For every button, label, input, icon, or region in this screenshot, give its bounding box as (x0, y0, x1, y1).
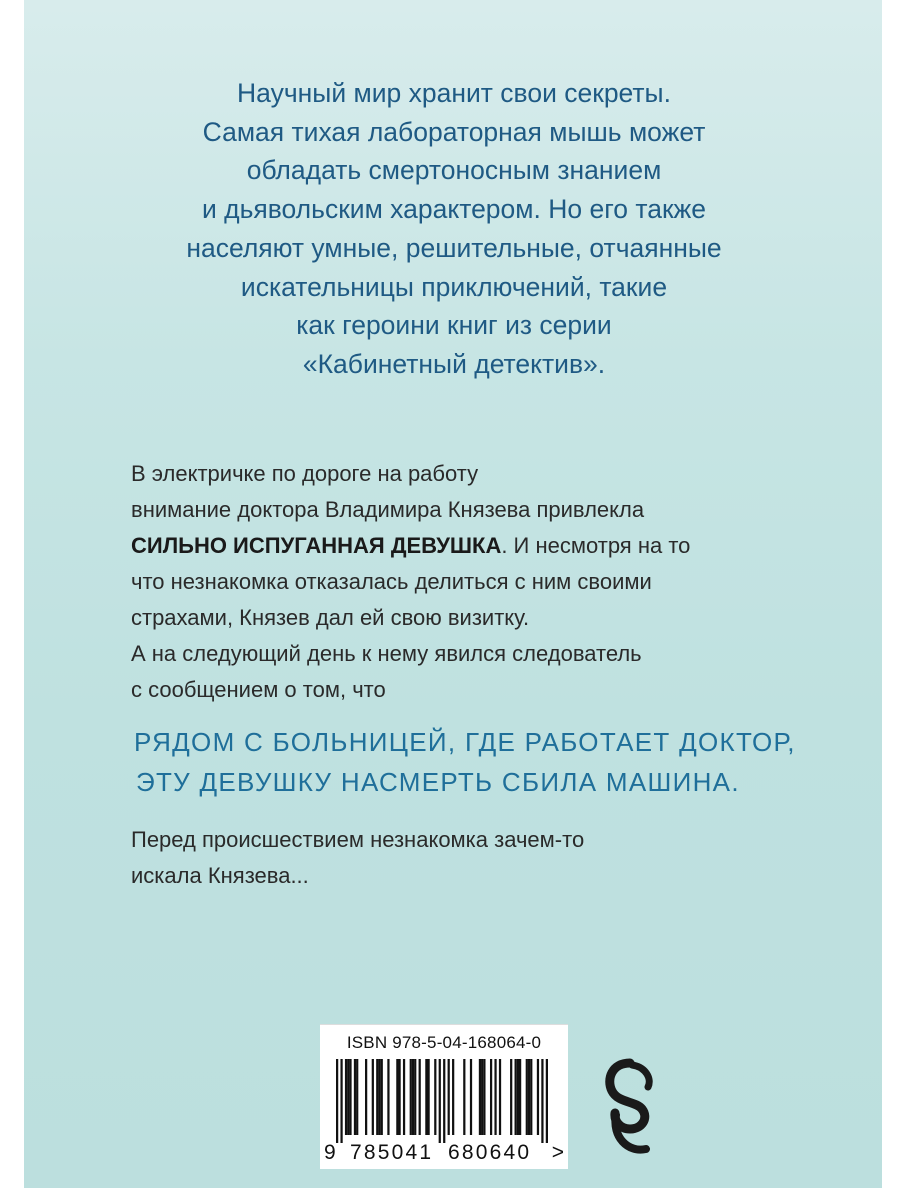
barcode-bar (419, 1059, 421, 1135)
isbn-barcode (320, 1024, 568, 1169)
highlight-line: РЯДОМ С БОЛЬНИЦЕЙ, ГДЕ РАБОТАЕТ ДОКТОР, (134, 727, 796, 757)
synopsis-line: внимание доктора Владимира Князева привлекла (131, 497, 645, 522)
barcode-bar (396, 1059, 398, 1135)
barcode-bar (410, 1059, 412, 1135)
barcode-bar (378, 1059, 380, 1135)
highlight-statement (134, 722, 834, 802)
barcode-bar (537, 1059, 539, 1135)
barcode-bars (336, 1059, 548, 1143)
intro-line: Научный мир хранит свои секреты. (237, 78, 671, 108)
barcode-bar (425, 1059, 427, 1135)
barcode-bar (470, 1059, 472, 1135)
book-back-cover (24, 0, 882, 1188)
barcode-bar (481, 1059, 483, 1135)
barcode-bar (434, 1059, 436, 1135)
barcode-bar (490, 1059, 492, 1135)
barcode-bar (541, 1059, 543, 1143)
barcode-bar (398, 1059, 400, 1135)
barcode-bar (515, 1059, 517, 1135)
barcode-bar (443, 1059, 445, 1143)
barcode-bar (526, 1059, 528, 1135)
barcode-bar (356, 1059, 358, 1135)
intro-blurb (84, 74, 824, 384)
closing-line: Перед происшествием незнакомка зачем-то (131, 827, 585, 852)
barcode-quiet-zone-marker: > (551, 1141, 564, 1164)
barcode-digits (320, 1141, 568, 1167)
barcode-bar (376, 1059, 378, 1135)
synopsis-line: В электричке по дороге на работу (131, 461, 479, 486)
intro-line: искательницы приключений, такие (240, 271, 668, 302)
barcode-bar (414, 1059, 416, 1135)
intro-line: обладать смертоносным знанием (246, 155, 662, 186)
synopsis-line (131, 528, 811, 564)
barcode-bar (340, 1059, 342, 1143)
closing-paragraph (131, 822, 811, 894)
barcode-bar (452, 1059, 454, 1135)
intro-line: населяют умные, решительные, отчаянные (186, 232, 722, 263)
barcode-bar (463, 1059, 465, 1135)
barcode-bar (528, 1059, 530, 1135)
barcode-bar (499, 1059, 501, 1135)
barcode-bar (519, 1059, 521, 1135)
eksmo-logo-icon (602, 1057, 658, 1161)
barcode-bar (448, 1059, 450, 1135)
closing-line: искала Князева... (131, 863, 309, 888)
synopsis-line: А на следующий день к нему явился следователь (131, 641, 642, 666)
barcode-bar (372, 1059, 374, 1135)
highlight-line: ЭТУ ДЕВУШКУ НАСМЕРТЬ СБИЛА МАШИНА. (136, 767, 740, 797)
barcode-bar (530, 1059, 532, 1135)
barcode-bar (546, 1059, 548, 1143)
barcode-bar (381, 1059, 383, 1135)
synopsis-line: что незнакомка отказалась делиться с ним своими (131, 569, 652, 594)
barcode-bar (483, 1059, 485, 1135)
synopsis-line: страхами, Князев дал ей свою визитку. (131, 605, 530, 630)
synopsis-text: . И несмотря на то (501, 533, 691, 558)
barcode-bar (365, 1059, 367, 1135)
intro-line: «Кабинетный детектив». (302, 348, 606, 379)
barcode-digit-group-right: 680640 (448, 1141, 532, 1164)
barcode-bar (347, 1059, 349, 1135)
barcode-digit-group-left: 785041 (350, 1141, 434, 1164)
barcode-bar (494, 1059, 496, 1135)
barcode-bar (345, 1059, 347, 1135)
barcode-digit-first: 9 (324, 1141, 336, 1164)
intro-line: и дьявольским характером. Но его также (201, 194, 707, 225)
emphasis-text: СИЛЬНО ИСПУГАННАЯ ДЕВУШКА (131, 533, 502, 558)
synopsis-line: с сообщением о том, что (131, 677, 386, 702)
barcode-bar (387, 1059, 389, 1135)
intro-line: Самая тихая лабораторная мышь может (202, 116, 706, 147)
barcode-bar (427, 1059, 429, 1135)
synopsis-paragraph (131, 456, 811, 708)
barcode-bar (439, 1059, 441, 1143)
barcode-bar (349, 1059, 351, 1135)
barcode-bar (517, 1059, 519, 1135)
barcode-bar (510, 1059, 512, 1135)
barcode-bar (354, 1059, 356, 1135)
barcode-bar (336, 1059, 338, 1143)
isbn-number: ISBN 978-5-04-168064-0 (346, 1033, 542, 1052)
barcode-bar (412, 1059, 414, 1135)
barcode-bar (403, 1059, 405, 1135)
intro-line: как героини книг из серии (296, 310, 612, 341)
barcode-bar (479, 1059, 481, 1135)
